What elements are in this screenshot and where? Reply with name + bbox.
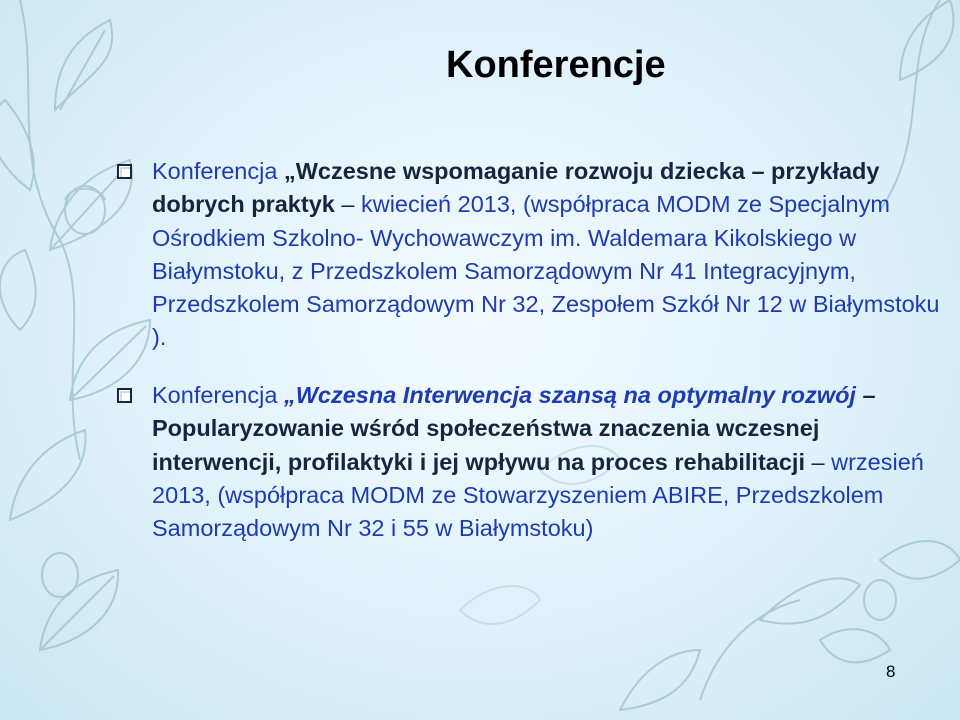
bullet-intro: Konferencja [152,158,284,184]
dash-separator: – [804,448,832,475]
bullet-intro: Konferencja [152,382,284,408]
bullet-text [152,155,942,355]
page-number: 8 [886,662,896,681]
conference-details: (współpraca MODM ze Stowarzyszeniem ABIRE, Przedszkolem Samorządowym Nr 32 i 55 w Białymstoku) [152,481,884,542]
conference-title: „Wczesna Interwencja szansą na optymalny rozwój [283,382,856,408]
conference-subtitle: Popularyzowanie wśród społeczeństwa znaczenia wczesnej interwencji, profilaktyki i jej wpływu na proces rehabilitacji [152,415,820,475]
conference-details: (współpraca MODM ze Specjalnym Ośrodkiem Szkolno- Wychowawczym im. Waldemara Kikolskiego w Białymstoku, z Przedszkolem Samorządowym Nr 41 Integracyjnym, Przedszkolem Samorządowym Nr 32, Zespołem Szkół Nr 12 w Białymstoku ). [152,191,940,351]
dash-separator: – [334,191,361,218]
checkbox-square-icon [117,388,132,403]
slide-title: Konferencje [446,44,666,86]
conference-date: wrzesień 2013, [152,448,924,508]
checkbox-square-icon [117,164,132,179]
dash-separator: – [855,382,876,408]
bullet-text [152,379,942,545]
conference-date: kwiecień 2013, [360,191,523,218]
conference-title: „Wczesne wspomaganie rozwoju dziecka – przykłady dobrych praktyk [152,158,880,218]
